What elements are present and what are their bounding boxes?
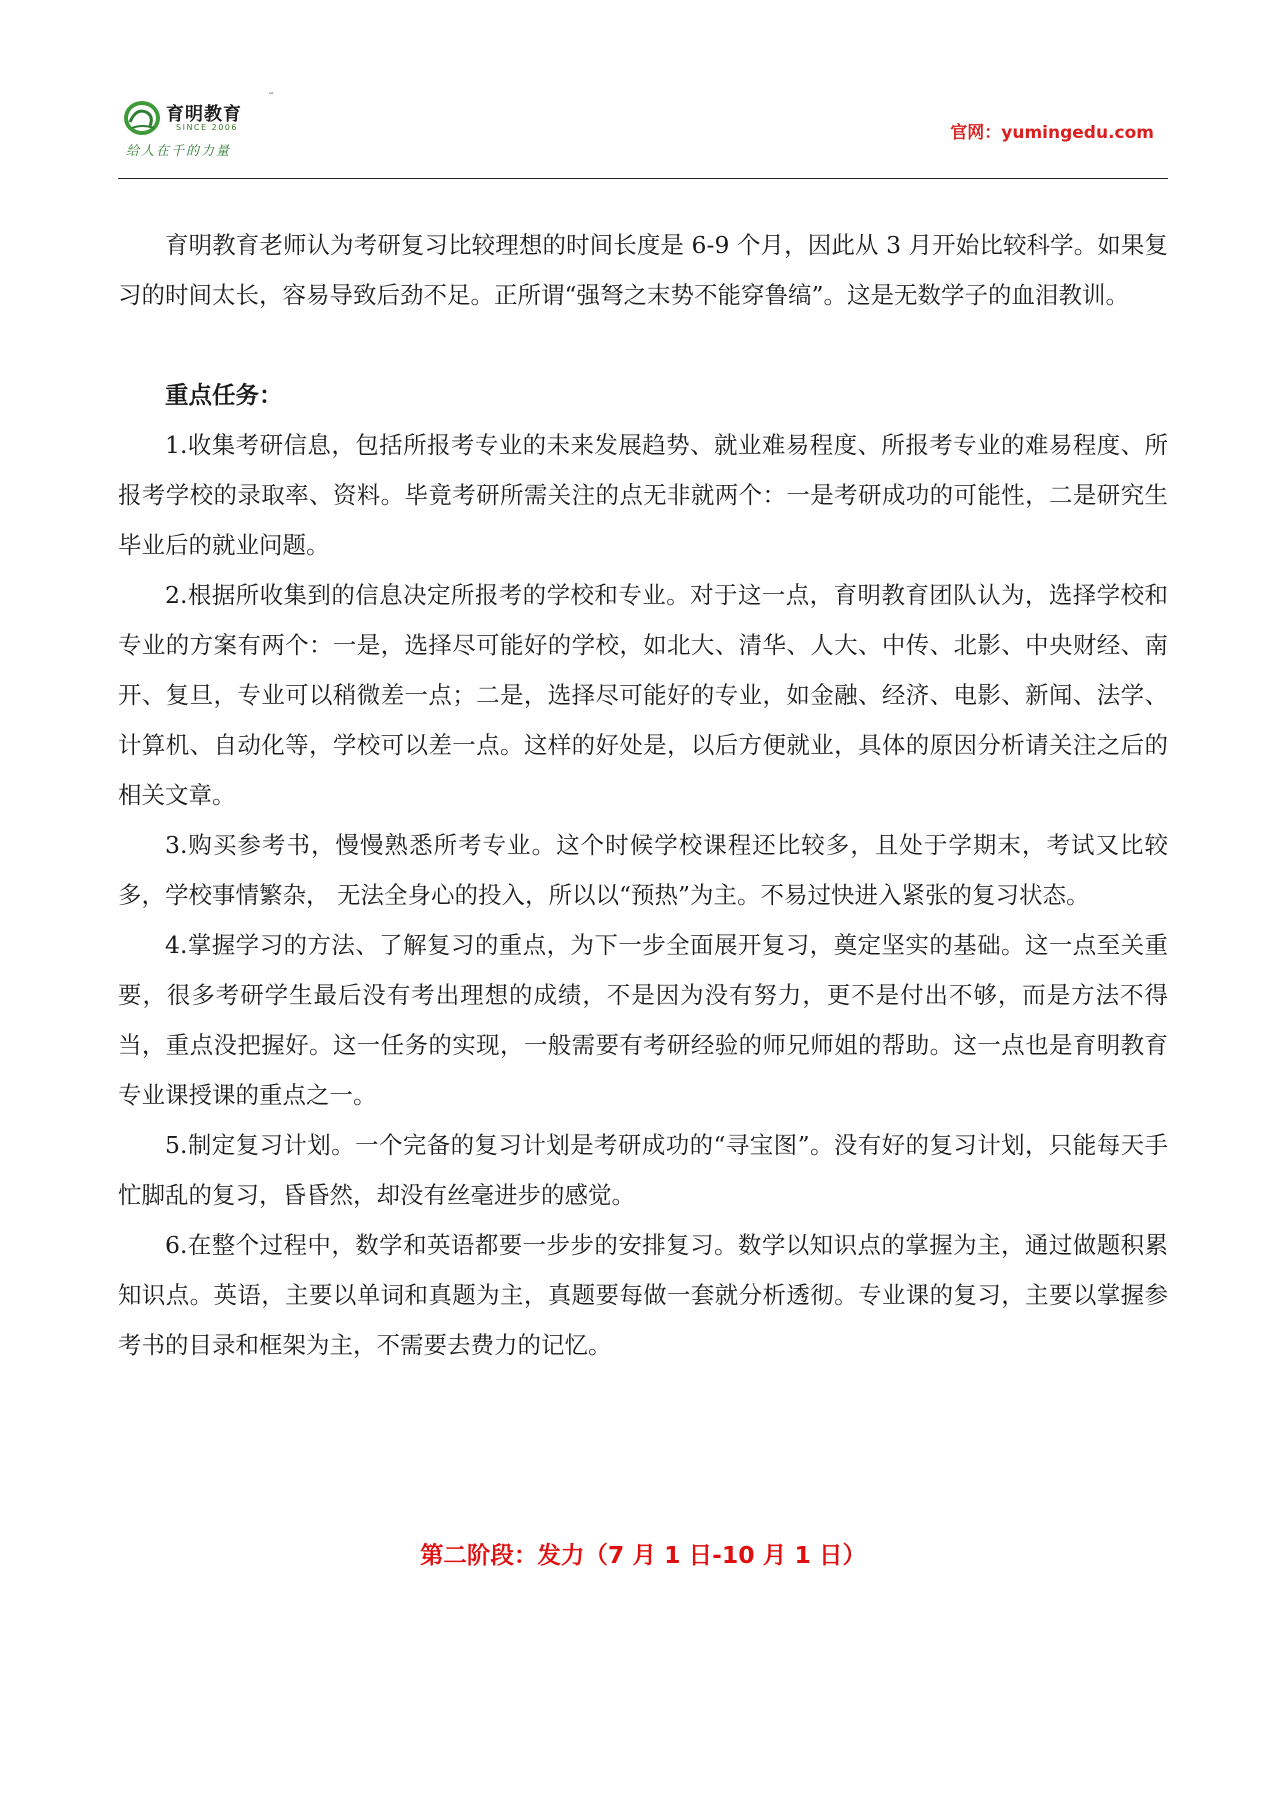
- trademark-mark: ™: [268, 92, 274, 99]
- intro-paragraph: 育明教育老师认为考研复习比较理想的时间长度是 6-9 个月，因此从 3 月开始比较科学。如果复习的时间太长，容易导致后劲不足。正所谓“强弩之末势不能穿鲁缟”。这是无数学子的血泪教训。: [118, 231, 1168, 309]
- task-item-2: 2.根据所收集到的信息决定所报考的学校和专业。对于这一点，育明教育团队认为，选择学校和专业的方案有两个：一是，选择尽可能好的学校，如北大、清华、人大、中传、北影、中央财经、南开、复旦，专业可以稍微差一点；二是，选择尽可能好的专业，如金融、经济、电影、新闻、法学、计算机、自动化等，学校可以差一点。这样的好处是，以后方便就业，具体的原因分析请关注之后的相关文章。: [118, 581, 1168, 809]
- stage-two-heading: 第二阶段：发力（7 月 1 日-10 月 1 日）: [419, 1541, 867, 1569]
- yuming-logo: [118, 88, 278, 168]
- task-item-3: 3.购买参考书，慢慢熟悉所考专业。这个时候学校课程还比较多，且处于学期末，考试又比较多，学校事情繁杂， 无法全身心的投入，所以以“预热”为主。不易过快进入紧张的复习状态。: [118, 831, 1168, 909]
- task-item-4: 4.掌握学习的方法、了解复习的重点，为下一步全面展开复习，奠定坚实的基础。这一点至关重要，很多考研学生最后没有考出理想的成绩，不是因为没有努力，更不是付出不够，而是方法不得当，重点没把握好。这一任务的实现，一般需要有考研经验的师兄师姐的帮助。这一点也是育明教育专业课授课的重点之一。: [118, 931, 1168, 1109]
- official-site-link[interactable]: 官网：yumingedu.com: [950, 123, 1154, 143]
- task-item-1: 1.收集考研信息，包括所报考专业的未来发展趋势、就业难易程度、所报考专业的难易程度、所报考学校的录取率、资料。毕竟考研所需关注的点无非就两个：一是考研成功的可能性，二是研究生毕业后的就业问题。: [118, 431, 1168, 559]
- logo-name: 育明教育: [166, 104, 242, 125]
- logo-emblem-icon: [122, 98, 162, 138]
- page-header: [118, 88, 1168, 180]
- task-item-6: 6.在整个过程中，数学和英语都要一步步的安排复习。数学以知识点的掌握为主，通过做题积累知识点。英语，主要以单词和真题为主，真题要每做一套就分析透彻。专业课的复习，主要以掌握参考书的目录和框架为主，不需要去费力的记忆。: [118, 1231, 1168, 1359]
- header-divider: [118, 178, 1168, 179]
- task-item-5: 5.制定复习计划。一个完备的复习计划是考研成功的“寻宝图”。没有好的复习计划，只能每天手忙脚乱的复习，昏昏然，却没有丝毫进步的感觉。: [118, 1131, 1168, 1209]
- tasks-heading: 重点任务：: [165, 381, 283, 409]
- logo-since: SINCE 2006: [176, 123, 238, 132]
- document-body: [118, 220, 1168, 1370]
- logo-slogan: 给人在千的力量: [126, 144, 232, 159]
